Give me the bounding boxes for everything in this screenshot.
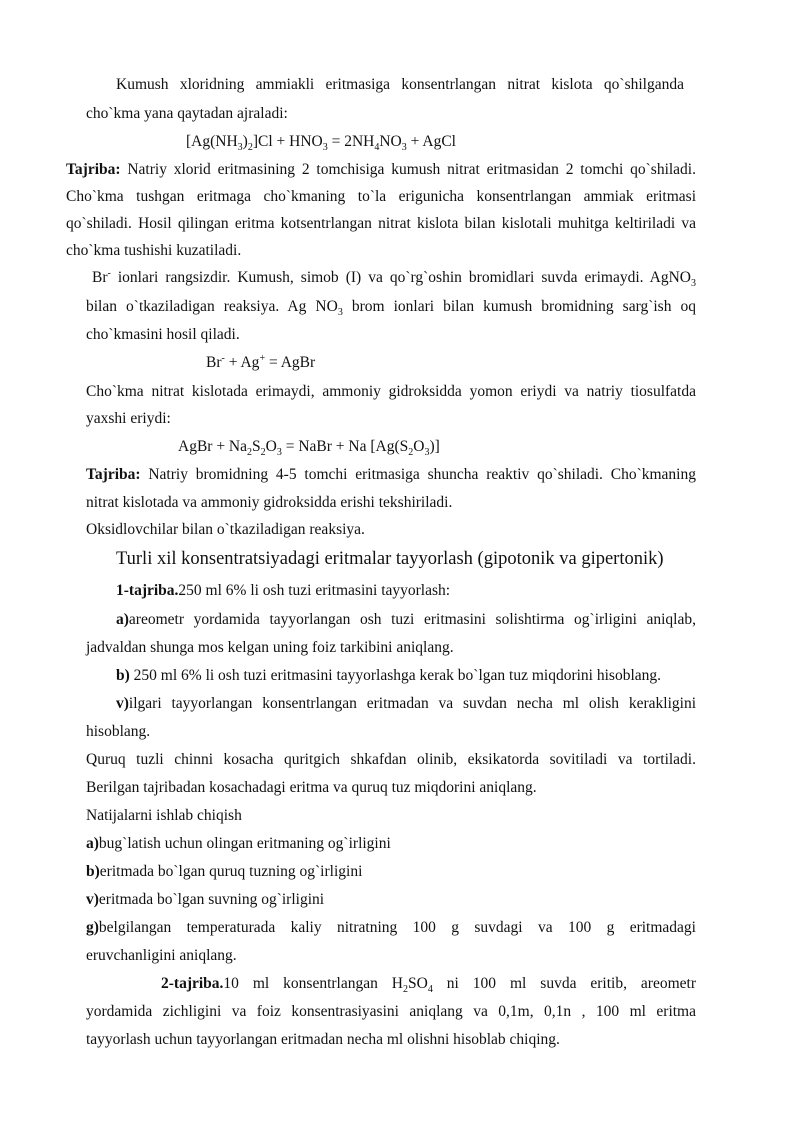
list-item: b)eritmada bo`lgan quruq tuzning og`irligini	[86, 863, 363, 880]
paragraph-line: Quruq tuzli chinni kosacha quritgich shkafdan olinib, eksikatorda sovitiladi va tortiladi.	[86, 751, 696, 768]
paragraph-line: Cho`kma nitrat kislotada erimaydi, ammoniy gidroksidda yomon eriydi va natriy tiosulfatda	[86, 383, 696, 400]
experiment-line: 2-tajriba.10 ml konsentrlangan $H_2SO_4$ ni 100 ml suvda eritib, areometr	[161, 975, 696, 996]
paragraph-line: tayyorlash uchun tayyorlangan eritmadan necha ml olishni hisoblab chiqing.	[86, 1031, 560, 1048]
paragraph-line: Kumush xloridning ammiakli eritmasiga konsentrlangan nitrat kislota qo`shilganda	[116, 76, 684, 93]
paragraph-line: Br- ionlari rangsizdir. Kumush, simob (I) va qo`rg`oshin bromidlari suvda erimaydi. AgNO$_3$	[92, 267, 696, 290]
list-item: b) 250 ml 6% li osh tuzi eritmasini tayyorlashga kerak bo`lgan tuz miqdorini hisoblang.	[116, 667, 662, 684]
paragraph-line: qo`shiladi. Hosil qilingan eritma kotsentrlangan nitrat kislota bilan kislotali muhitga keltiriladi va	[66, 215, 696, 232]
equation-silver-bromide: Br- + Ag+ = AgBr	[206, 352, 316, 371]
experiment-label: 1-tajriba.	[116, 582, 179, 599]
paragraph-line: cho`kma yana qaytadan ajraladi:	[86, 105, 288, 122]
paragraph-line: jadvaldan shunga mos kelgan uning foiz tarkibini aniqlang.	[86, 639, 454, 656]
list-item: a)bug`latish uchun olingan eritmaning og`irligini	[86, 835, 391, 852]
paragraph-line: Berilgan tajribadan kosachadagi eritma va quruq tuz miqdorini aniqlang.	[86, 779, 537, 796]
paragraph-line: Cho`kma tushgan eritmaga cho`kmaning to`la erigunicha konsentrlangan ammiak eritmasi	[66, 188, 696, 205]
paragraph-line: yordamida zichligini va foiz konsentrasiyasini aniqlang va 0,1m, 0,1n , 100 ml eritma	[86, 1003, 696, 1020]
list-item: a)areometr yordamida tayyorlangan osh tuzi eritmasini solishtirma og`irligini aniqlab,	[116, 611, 696, 628]
paragraph-line: nitrat kislotada va ammoniy gidroksidda erishi tekshiriladi.	[86, 494, 453, 511]
list-item: g)belgilangan temperaturada kaliy nitratning 100 g suvdagi va 100 g eritmadagi	[86, 919, 696, 936]
paragraph-line: cho`kmasini hosil qiladi.	[86, 326, 240, 343]
equation-thiosulfate: AgBr + $Na_2S_2O_3$ = NaBr + Na $[Ag(S_2O_3)]$	[178, 438, 440, 459]
experiment-label: Tajriba:	[86, 466, 141, 483]
paragraph-line: Oksidlovchilar bilan o`tkaziladigan reaksiya.	[86, 521, 365, 538]
paragraph-line: yaxshi eriydi:	[86, 410, 171, 427]
experiment-label: 2-tajriba.	[161, 975, 224, 992]
list-item: v)eritmada bo`lgan suvning og`irligini	[86, 891, 325, 908]
experiment-line: 1-tajriba.250 ml 6% li osh tuzi eritmasini tayyorlash:	[116, 582, 451, 599]
experiment-line: Tajriba: Natriy bromidning 4-5 tomchi eritmasiga shuncha reaktiv qo`shiladi. Cho`kmaning	[86, 466, 696, 483]
equation-silver-ammine: $[Ag(NH_3)_2]Cl + HNO_3 = 2NH_4NO_3$ + AgCl	[186, 133, 456, 154]
results-title: Natijalarni ishlab chiqish	[86, 807, 242, 824]
paragraph-line: cho`kma tushishi kuzatiladi.	[66, 242, 242, 259]
experiment-line: Tajriba: Natriy xlorid eritmasining 2 tomchisiga kumush nitrat eritmasidan 2 tomchi qo`shiladi.	[66, 161, 696, 178]
paragraph-line: eruvchanligini aniqlang.	[86, 947, 237, 964]
list-item: v)ilgari tayyorlangan konsentrlangan eritmadan va suvdan necha ml olish kerakligini	[116, 695, 696, 712]
section-heading: Turli xil konsentratsiyadagi eritmalar tayyorlash (gipotonik va gipertonik)	[116, 549, 664, 569]
experiment-label: Tajriba:	[66, 161, 121, 178]
paragraph-line: hisoblang.	[86, 723, 151, 740]
paragraph-line: bilan o`tkaziladigan reaksiya. Ag $NO_3$ brom ionlari bilan kumush bromidning sarg`ish oq	[86, 298, 696, 319]
